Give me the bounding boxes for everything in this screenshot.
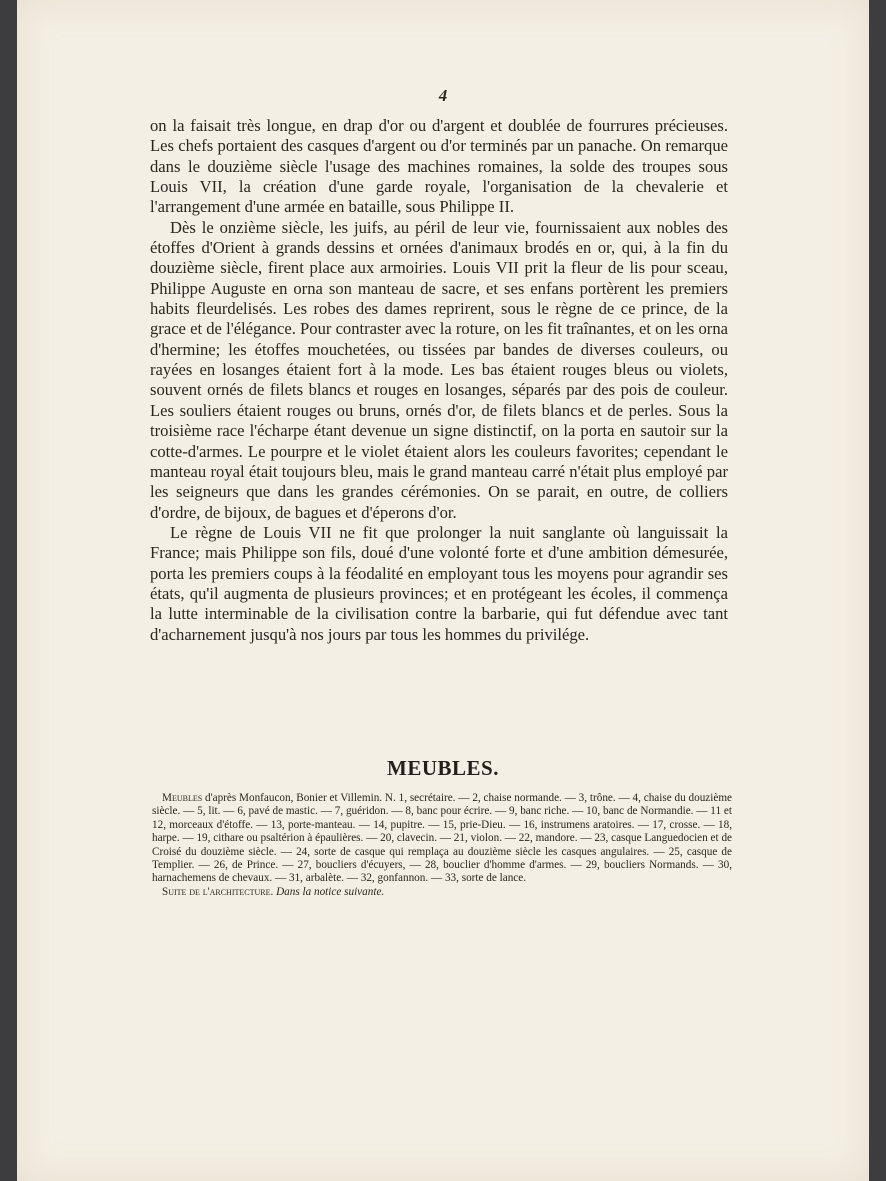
suite-text: Dans la notice suivante. [273,885,385,898]
suite-lead: Suite de l'architecture. [162,885,274,898]
plate-notes [152,792,732,899]
notes-suite [152,886,732,899]
notes-text: d'après Monfaucon, Bonier et Villemin. N. 1, secrétaire. — 2, chaise normande. — 3, trône. — 4, chaise du douzième siècle. — 5, lit. — 6, pavé de mastic. — 7, guéridon. — 8, banc pour écrire. — 9, banc riche. — 10, banc de Normandie. — 11 et 12, morceaux d'étoffe. — 13, porte-manteau. — 14, pupitre. — 15, prie-Dieu. — 16, instrumens aratoires. — 17, crosse. — 18, harpe. — 19, cithare ou psaltérion à épaulières. — 20, clavecin. — 21, violon. — 22, mandore. — 23, casque Languedocien et de Croisé du douzième siècle. — 24, sorte de casque qui remplaça au douzième siècle les casques angulaires. — 25, casque de Templier. — 26, de Prince. — 27, boucliers d'écuyers, — 28, bouclier d'homme d'armes. — 29, boucliers Normands. — 30, harnachemens de chevaux. — 31, arbalète. — 32, gonfannon. — 33, sorte de lance. [152,792,732,885]
page-sheet [17,0,869,1181]
notes-list [152,792,732,886]
paragraph-3: Le règne de Louis VII ne fit que prolonger la nuit sanglante où languissait la France; mais Philippe son fils, doué d'une volonté forte et d'une ambition démesurée, porta les premiers coups à la féodalité en employant tous les moyens pour agrandir ses états, qu'il augmenta de plusieurs provinces; et en protégeant les écoles, il commença la lutte interminable de la civilisation contre la barbarie, qui fut défendue avec tant d'acharnement jusqu'à nos jours par tous les hommes du privilége. [150,522,728,644]
body-text [150,116,728,645]
section-title: MEUBLES. [387,756,499,780]
notes-lead: Meubles [162,792,203,804]
paragraph-2: Dès le onzième siècle, les juifs, au péril de leur vie, fournissaient aux nobles des étoffes d'Orient à grands dessins et ornées d'animaux brodés en or, qui, à la fin du douzième siècle, firent place aux armoiries. Louis VII prit la fleur de lis pour sceau, Philippe Auguste en orna son manteau de sacre, et ses enfans portèrent les premiers habits fleurdelisés. Les robes des dames reprirent, sous le règne de ce prince, de la grace et de l'élégance. Pour contraster avec la roture, on les fit traînantes, et on les orna d'hermine; les étoffes mouchetées, ou tissées par bandes de diverses couleurs, ou rayées en losanges étaient fort à la mode. Les bas étaient rouges bleus ou violets, souvent ornés de filets blancs et rouges en losanges, séparés par des pois de couleur. Les souliers étaient rouges ou bruns, ornés d'or, de filets blancs et de perles. Sous la troisième race l'écharpe étant devenue un signe distinctif, on la porta en sautoir sur la cotte-d'armes. Le pourpre et le violet étaient alors les couleurs favorites; cependant le manteau royal était toujours bleu, mais le grand manteau carré n'était plus employé par les seigneurs que dans les grandes cérémonies. On se parait, en outre, de colliers d'ordre, de bijoux, de bagues et d'éperons d'or. [150,217,728,522]
page-number: 4 [438,86,448,105]
paragraph-1: on la faisait très longue, en drap d'or ou d'argent et doublée de fourrures précieuses. Les chefs portaient des casques d'argent ou d'or terminés par un panache. On remarque dans le douzième siècle l'usage des machines romaines, la solde des troupes sous Louis VII, la création d'une garde royale, l'organisation de la chevalerie et l'arrangement d'une armée en bataille, sous Philippe II. [150,116,728,217]
